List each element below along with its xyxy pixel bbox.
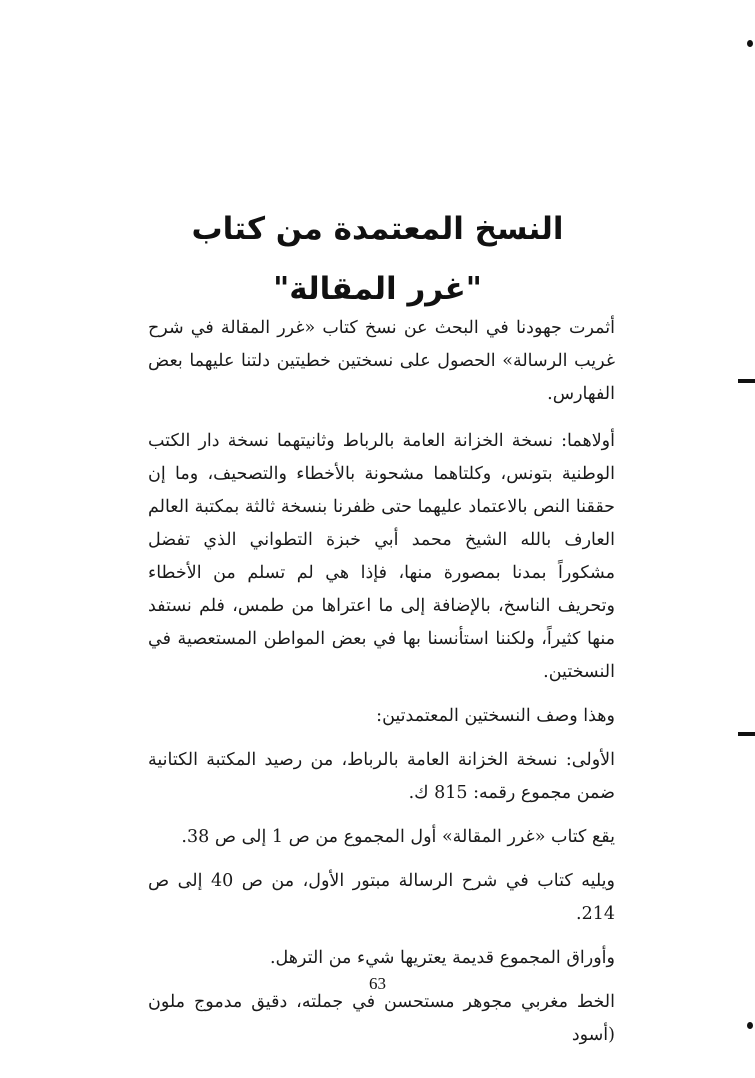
- page-title: النسخ المعتمدة من كتاب "غرر المقالة": [191, 210, 564, 307]
- paragraph-script: الخط مغربي مجوهر مستحسن في جملته، دقيق مدموج ملون (أسود: [148, 992, 615, 1045]
- scan-mark: [747, 1022, 753, 1029]
- paragraph-second-book: ويليه كتاب في شرح الرسالة مبتور الأول، من ص 40 إلى ص 214.: [148, 871, 615, 924]
- scan-mark: [738, 379, 755, 383]
- scan-mark: [747, 40, 753, 47]
- paragraph-description-heading: وهذا وصف النسختين المعتمدتين:: [376, 706, 615, 726]
- paragraph-book-pages: يقع كتاب «غرر المقالة» أول المجموع من ص 1 إلى ص 38.: [181, 827, 615, 847]
- paragraph-intro: أثمرت جهودنا في البحث عن نسخ كتاب «غرر المقالة في شرح غريب الرسالة» الحصول على نسختين خطيتين دلتنا عليهما بعض الفهارس.: [148, 318, 615, 404]
- scan-mark: [738, 732, 755, 736]
- paragraph-sources: أولاهما: نسخة الخزانة العامة بالرباط وثانيتهما نسخة دار الكتب الوطنية بتونس، وكلتاهما مشحونة بالأخطاء والتصحيف، وما إن حققنا النص بالاعتماد عليهما حتى ظفرنا بنسخة ثالثة بمكتبة العالم العارف بالله الشيخ محمد أبي خبزة التطواني الذي تفضل مشكوراً بمدنا بمصورة منها، فإذا هي لم تسلم من الأخطاء وتحريف الناسخ، بالإضافة إلى ما اعتراها من طمس، فلم نستفد منها كثيراً، ولكننا استأنسنا بها في بعض المواطن المستعصية في النسختين.: [148, 431, 615, 682]
- paragraph-leaves: وأوراق المجموع قديمة يعتريها شيء من الترهل.: [269, 948, 615, 968]
- page-number: 63: [369, 974, 386, 993]
- body-text: [148, 312, 615, 1052]
- paragraph-first-copy: الأولى: نسخة الخزانة العامة بالرباط، من رصيد المكتبة الكتانية ضمن مجموع رقمه: 815 ك.: [148, 750, 615, 803]
